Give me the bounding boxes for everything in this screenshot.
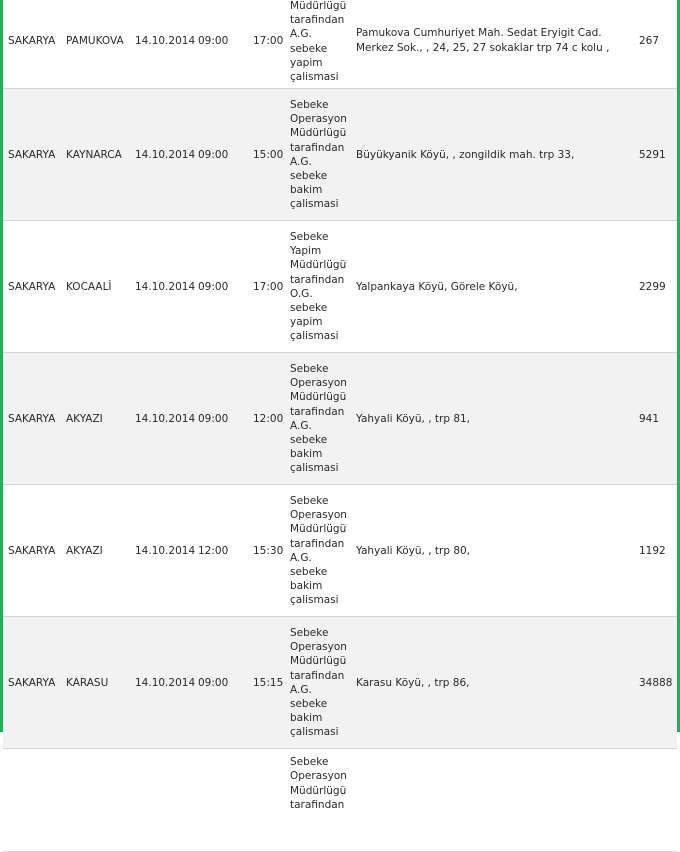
affected-count-cell: 1192 [637, 485, 677, 617]
description-line: Yapim [290, 245, 322, 258]
end-time-cell: 12:00 [253, 353, 290, 485]
description-line: A.G. [290, 551, 312, 564]
date-cell: 14.10.2014 [135, 617, 198, 749]
date-cell: 14.10.2014 [135, 221, 198, 353]
description-line: A.G. [290, 683, 312, 696]
description-line: sebeke [290, 42, 328, 55]
description-line: Müdürlügü [290, 0, 347, 12]
table-row [3, 617, 677, 749]
city-cell [3, 749, 66, 852]
description-line: bakim [290, 184, 323, 197]
city-cell: SAKARYA [3, 89, 66, 221]
description-cell [290, 485, 356, 617]
description-line: yapim [290, 56, 323, 69]
description-line: Sebeke [290, 756, 329, 769]
city-cell: SAKARYA [3, 221, 66, 353]
description-cell [290, 617, 356, 749]
affected-area-cell: Yahyali Köyü, , trp 81, [356, 353, 637, 485]
description-line: Müdürlügü [290, 523, 347, 536]
description-cell [290, 0, 356, 89]
start-time-cell: 09:00 [198, 0, 253, 89]
city-cell: SAKARYA [3, 353, 66, 485]
end-time-cell: 15:00 [253, 89, 290, 221]
district-cell: PAMUKOVA [66, 0, 135, 89]
city-cell: SAKARYA [3, 0, 66, 89]
description-line: Operasyon [290, 641, 347, 654]
start-time-cell: 09:00 [198, 353, 253, 485]
description-line: tarafindan [290, 273, 345, 286]
description-line: tarafindan [290, 798, 345, 811]
affected-count-cell: 267 [637, 0, 677, 89]
planned-outage-table [3, 0, 677, 852]
affected-area-cell: Karasu Köyü, , trp 86, [356, 617, 637, 749]
affected-count-cell: 34888 [637, 617, 677, 749]
description-line: tarafindan [290, 14, 345, 27]
description-cell [290, 749, 356, 852]
table-row [3, 0, 677, 89]
description-line: Müdürlügü [290, 127, 347, 140]
table-row [3, 221, 677, 353]
description-line: bakim [290, 448, 323, 461]
description-cell [290, 221, 356, 353]
date-cell: 14.10.2014 [135, 485, 198, 617]
description-line: Operasyon [290, 113, 347, 126]
district-cell: AKYAZI [66, 485, 135, 617]
description-line: sebeke [290, 169, 328, 182]
description-line: sebeke [290, 697, 328, 710]
description-line: O.G. [290, 287, 313, 300]
description-line: Sebeke [290, 230, 329, 243]
end-time-cell [253, 749, 290, 852]
table-row [3, 89, 677, 221]
description-line: A.G. [290, 28, 312, 41]
description-line: çalismasi [290, 71, 339, 84]
affected-count-cell [637, 749, 677, 852]
start-time-cell [198, 749, 253, 852]
description-line: sebeke [290, 301, 328, 314]
description-line: yapim [290, 316, 323, 329]
description-line: Operasyon [290, 377, 347, 390]
description-line: çalismasi [290, 198, 339, 211]
affected-area-cell [356, 749, 637, 852]
description-line: Sebeke [290, 98, 329, 111]
end-time-cell: 17:00 [253, 0, 290, 89]
start-time-cell: 09:00 [198, 89, 253, 221]
description-line: bakim [290, 580, 323, 593]
table-row [3, 353, 677, 485]
description-line: çalismasi [290, 462, 339, 475]
affected-area-cell: Büyükyanik Köyü, , zongildik mah. trp 33, [356, 89, 637, 221]
description-line: çalismasi [290, 330, 339, 343]
city-cell: SAKARYA [3, 617, 66, 749]
start-time-cell: 12:00 [198, 485, 253, 617]
date-cell [135, 749, 198, 852]
description-line: A.G. [290, 419, 312, 432]
district-cell: KAYNARCA [66, 89, 135, 221]
description-line: Müdürlügü [290, 655, 347, 668]
description-line: tarafindan [290, 141, 345, 154]
description-line: Müdürlügü [290, 391, 347, 404]
date-cell: 14.10.2014 [135, 89, 198, 221]
description-line: tarafindan [290, 405, 345, 418]
description-line: A.G. [290, 155, 312, 168]
affected-area-cell: Pamukova Cumhuriyet Mah. Sedat Eryigit Cad. Merkez Sok., , 24, 25, 27 sokaklar trp 74 c kolu , [356, 0, 637, 89]
city-cell: SAKARYA [3, 485, 66, 617]
description-line: çalismasi [290, 726, 339, 739]
start-time-cell: 09:00 [198, 617, 253, 749]
description-line: Operasyon [290, 509, 347, 522]
affected-count-cell: 5291 [637, 89, 677, 221]
date-cell: 14.10.2014 [135, 353, 198, 485]
end-time-cell: 17:00 [253, 221, 290, 353]
description-line: bakim [290, 712, 323, 725]
description-line: Sebeke [290, 494, 329, 507]
end-time-cell: 15:15 [253, 617, 290, 749]
table-row [3, 485, 677, 617]
end-time-cell: 15:30 [253, 485, 290, 617]
district-cell: KARASU [66, 617, 135, 749]
affected-count-cell: 941 [637, 353, 677, 485]
description-line: çalismasi [290, 594, 339, 607]
description-line: sebeke [290, 433, 328, 446]
description-cell [290, 89, 356, 221]
description-line: Operasyon [290, 770, 347, 783]
district-cell: KOCAALİ [66, 221, 135, 353]
table-row [3, 749, 677, 852]
affected-count-cell: 2299 [637, 221, 677, 353]
affected-area-cell: Yalpankaya Köyü, Görele Köyü, [356, 221, 637, 353]
description-line: sebeke [290, 565, 328, 578]
description-cell [290, 353, 356, 485]
description-line: Sebeke [290, 626, 329, 639]
description-line: Müdürlügü [290, 784, 347, 797]
affected-area-cell: Yahyali Köyü, , trp 80, [356, 485, 637, 617]
district-cell: AKYAZI [66, 353, 135, 485]
district-cell [66, 749, 135, 852]
description-line: Müdürlügü [290, 259, 347, 272]
start-time-cell: 09:00 [198, 221, 253, 353]
description-line: tarafindan [290, 537, 345, 550]
date-cell: 14.10.2014 [135, 0, 198, 89]
description-line: Sebeke [290, 362, 329, 375]
description-line: tarafindan [290, 669, 345, 682]
